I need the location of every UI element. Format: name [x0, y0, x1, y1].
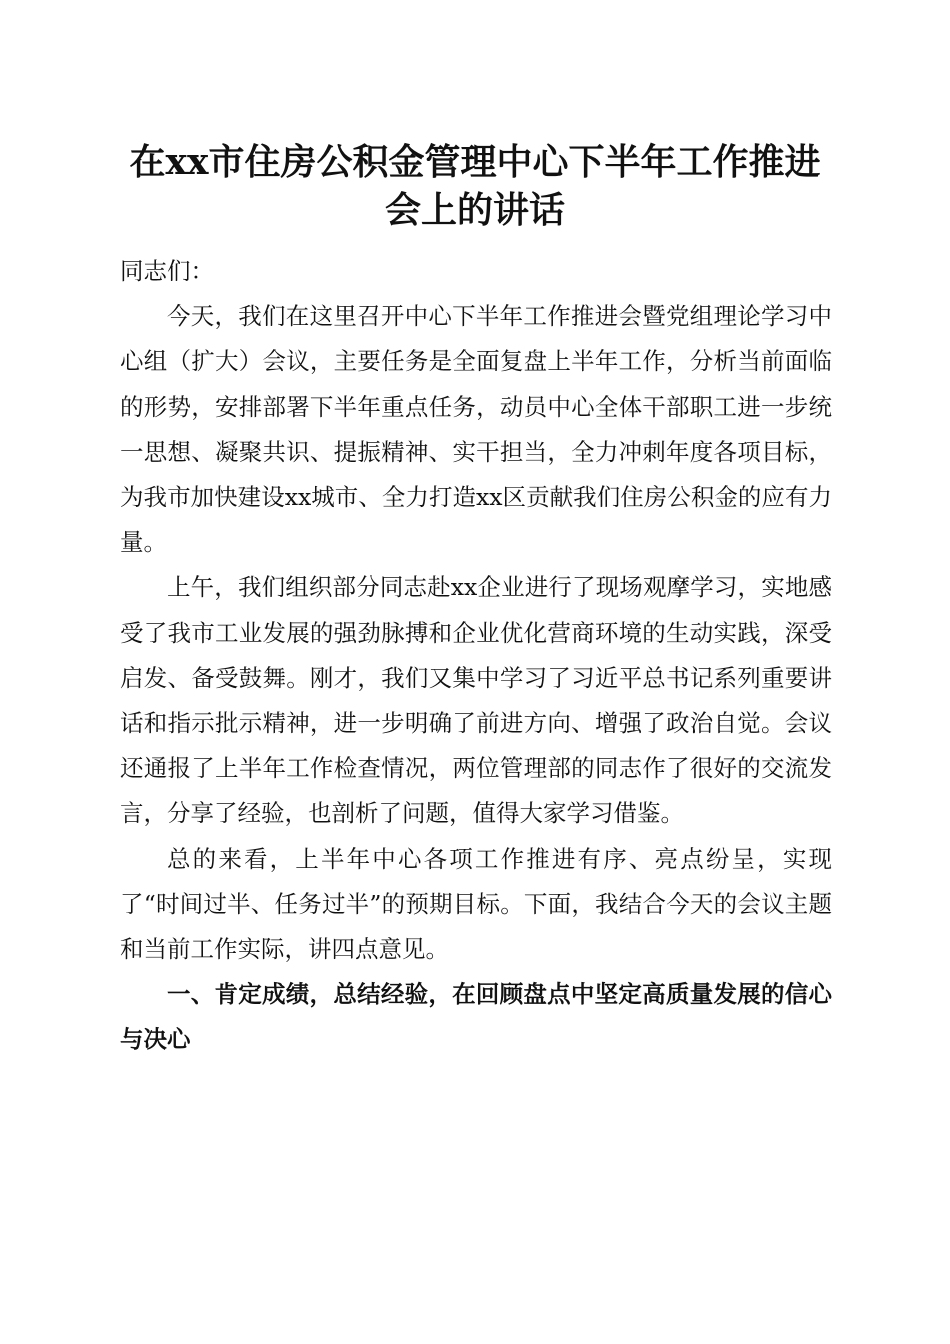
paragraph-1: 今天，我们在这里召开中心下半年工作推进会暨党组理论学习中心组（扩大）会议，主要任务是全面复盘上半年工作，分析当前面临的形势，安排部署下半年重点任务，动员中心全体干部职工进一步统一思想、凝聚共识、提振精神、实干担当，全力冲刺年度各项目标，为我市加快建设xx城市、全力打造xx区贡献我们住房公积金的应有力量。 — [120, 302, 832, 557]
document-title — [110, 138, 840, 234]
paragraph-2: 上午，我们组织部分同志赴xx企业进行了现场观摩学习，实地感受了我市工业发展的强劲脉搏和企业优化营商环境的生动实践，深受启发、备受鼓舞。刚才，我们又集中学习了习近平总书记系列重要讲话和指示批示精神，进一步明确了前进方向、增强了政治自觉。会议还通报了上半年工作检查情况，两位管理部的同志作了很好的交流发言，分享了经验，也剖析了问题，值得大家学习借鉴。 — [120, 573, 832, 828]
section-heading-1: 一、肯定成绩，总结经验，在回顾盘点中坚定高质量发展的信心与决心 — [120, 980, 832, 1054]
paragraph-3: 总的来看，上半年中心各项工作推进有序、亮点纷呈，实现了“时间过半、任务过半”的预期目标。下面，我结合今天的会议主题和当前工作实际，讲四点意见。 — [120, 844, 832, 964]
title-line-2: 会上的讲话 — [384, 189, 565, 231]
document-body — [120, 249, 832, 1063]
salutation: 同志们： — [120, 257, 214, 285]
title-line-1: 在xx市住房公积金管理中心下半年工作推进 — [129, 141, 821, 183]
